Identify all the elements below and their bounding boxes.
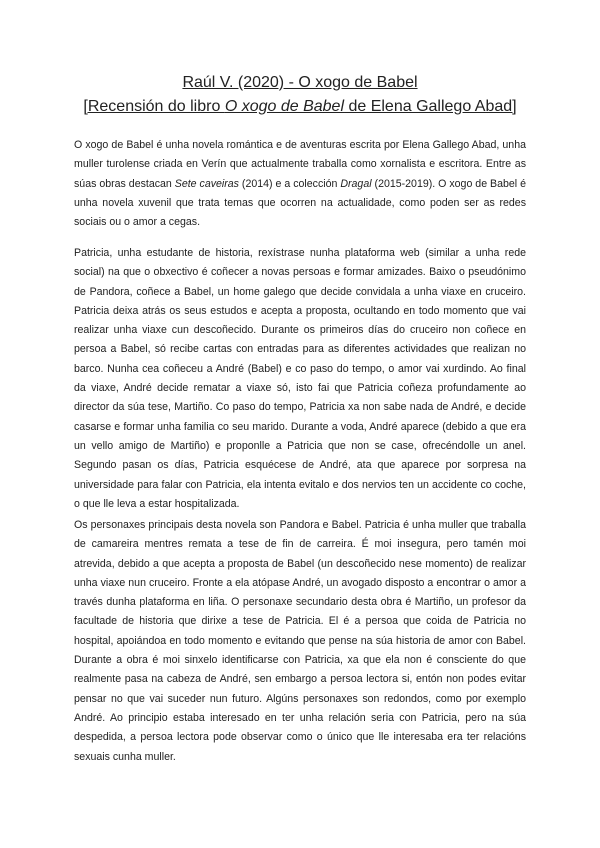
document-subtitle xyxy=(40,97,560,117)
subtitle-prefix: [Recensión do libro xyxy=(83,98,225,115)
paragraph-introduction xyxy=(74,136,526,232)
subtitle-suffix: de Elena Gallego Abad] xyxy=(344,98,517,115)
intro-text-part3: (2015-2019). O xogo de Babel é unha novela xuvenil que trata temas que ocorren na actualidade, como poden ser as redes sociais ou o amor a cegas. xyxy=(74,177,526,229)
intro-text-part1: O xogo de Babel é unha novela romántica e de aventuras escrita por Elena Gallego Abad, unha muller turolense criada en Verín que actualmente traballa como xornalista e escritora. Entre as súas obras destacan xyxy=(74,139,526,190)
paragraph-plot-summary: Patricia, unha estudante de historia, rexístrase nunha plataforma web (similar a unha rede social) na que o obxectivo é coñecer a novas persoas e formar amizades. Baixo o pseudónimo de Pandora, coñece a Babel, un home galego que decide convidala a unha viaxe en cruceiro. Patricia deixa atrás os seus estudos e acepta a proposta, ocultando en todo momento que vai realizar unha viaxe cun descoñecido. Durante os primeiros días do cruceiro non coñece en persoa a Babel, só recibe cartas con entradas para as diferentes actividades que realizan no barco. Nunha cea coñeceu a André (Babel) e co paso do tempo, o amor vai xurdindo. Ao final da viaxe, André decide rematar a viaxe só, isto fai que Patricia coñeza profundamente ao director da súa tese, Martiño. Co paso do tempo, Patricia xa non sabe nada de André, e decide casarse e formar unha familia co seu marido. Durante a voda, André aparece (debido a que era un vello amigo de Martiño) e proponlle a Patricia que non se case, ofrecéndolle un anel. Segundo pasan os días, Patricia esquécese de André, ata que aparece por sorpresa na universidade para falar con Patricia, ela intenta evitalo e dos nervios ten un accidente co coche, o que lle leva a estar hospitalizada. xyxy=(74,247,526,510)
intro-text-part2: (2014) e a colección xyxy=(238,177,341,190)
paragraph-characters: Os personaxes principais desta novela son Pandora e Babel. Patricia é unha muller que traballa de camareira mentres remata a tese de fin de carreira. É moi insegura, pero tamén moi atrevida, debido a que acepta a proposta de Babel (un descoñecido nese momento) de realizar unha viaxe nun cruceiro. Fronte a ela atópase André, un avogado disposto a encontrar o amor a través dunha plataforma en liña. O personaxe secundario desta obra é Martiño, un profesor da facultade de historia que dirixe a tese de Patricia. El é a persoa que coida de Patricia no hospital, apoiándoa en todo momento e evitando que pense na súa historia de amor con Babel. Durante a obra é moi sinxelo identificarse con Patricia, xa que ela non é consciente do que realmente pasa na cabeza de André, sen embargo a persoa lectora si, entón non podes evitar pensar no que vai suceder nun futuro. Algúns personaxes son redondos, como por exemplo André. Ao principio estaba interesado en ter unha relación seria con Patricia, pero na súa despedida, a persoa lectora pode observar como o único que lle interesaba era ter relacións sexuais cunha muller. xyxy=(74,519,526,763)
subtitle-book-title: O xogo de Babel xyxy=(224,98,345,115)
document-title: Raúl V. (2020) - O xogo de Babel xyxy=(182,74,418,91)
intro-work-dragal: Dragal xyxy=(340,177,372,190)
intro-work-sete-caveiras: Sete caveiras xyxy=(174,177,239,190)
